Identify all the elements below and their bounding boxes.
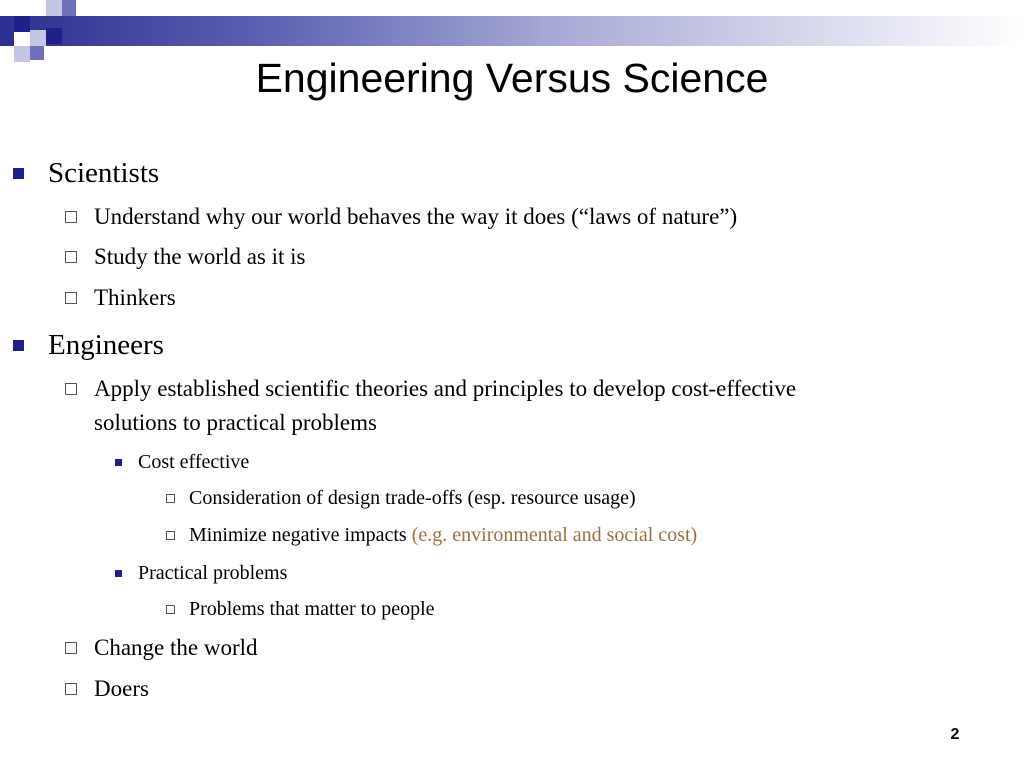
bullet-cost-effective: Cost effective <box>138 451 250 473</box>
bullet-scientists: Scientists <box>48 157 160 189</box>
bullet-minimize-impacts-text: Minimize negative impacts <box>189 524 412 546</box>
bullet-problems-matter: Problems that matter to people <box>189 598 435 620</box>
bullet-apply-principles-continuation: solutions to practical problems <box>94 410 377 435</box>
square-bullet-icon <box>13 340 24 351</box>
bullet-study-world: Study the world as it is <box>94 244 306 269</box>
page-number: 2 <box>950 726 960 743</box>
hollow-square-bullet-icon <box>65 642 77 654</box>
bullet-minimize-impacts <box>189 522 697 548</box>
small-square-bullet-icon <box>115 459 122 466</box>
bullet-apply-principles: Apply established scientific theories and principles to develop cost-effective <box>94 376 797 401</box>
hollow-square-bullet-icon <box>65 383 77 395</box>
bullet-design-tradeoffs: Consideration of design trade-offs (esp. resource usage) <box>189 487 636 509</box>
small-hollow-square-bullet-icon <box>166 605 175 614</box>
bullet-doers: Doers <box>94 676 149 701</box>
bullet-change-world: Change the world <box>94 635 258 660</box>
bullet-understand-why: Understand why our world behaves the way it does (“laws of nature”) <box>94 204 738 229</box>
header-gradient-bar <box>0 16 1024 46</box>
hollow-square-bullet-icon <box>65 292 77 304</box>
bullet-thinkers: Thinkers <box>94 285 176 310</box>
small-hollow-square-bullet-icon <box>166 494 175 503</box>
square-bullet-icon <box>13 168 24 179</box>
slide-title: Engineering Versus Science <box>255 55 769 101</box>
hollow-square-bullet-icon <box>65 251 77 263</box>
bullet-practical-problems: Practical problems <box>138 562 288 584</box>
small-hollow-square-bullet-icon <box>166 531 175 540</box>
bullet-engineers: Engineers <box>48 329 164 361</box>
bullet-minimize-impacts-accent: (e.g. environmental and social cost) <box>411 524 698 546</box>
small-square-bullet-icon <box>115 570 122 577</box>
hollow-square-bullet-icon <box>65 683 77 695</box>
hollow-square-bullet-icon <box>65 211 77 223</box>
